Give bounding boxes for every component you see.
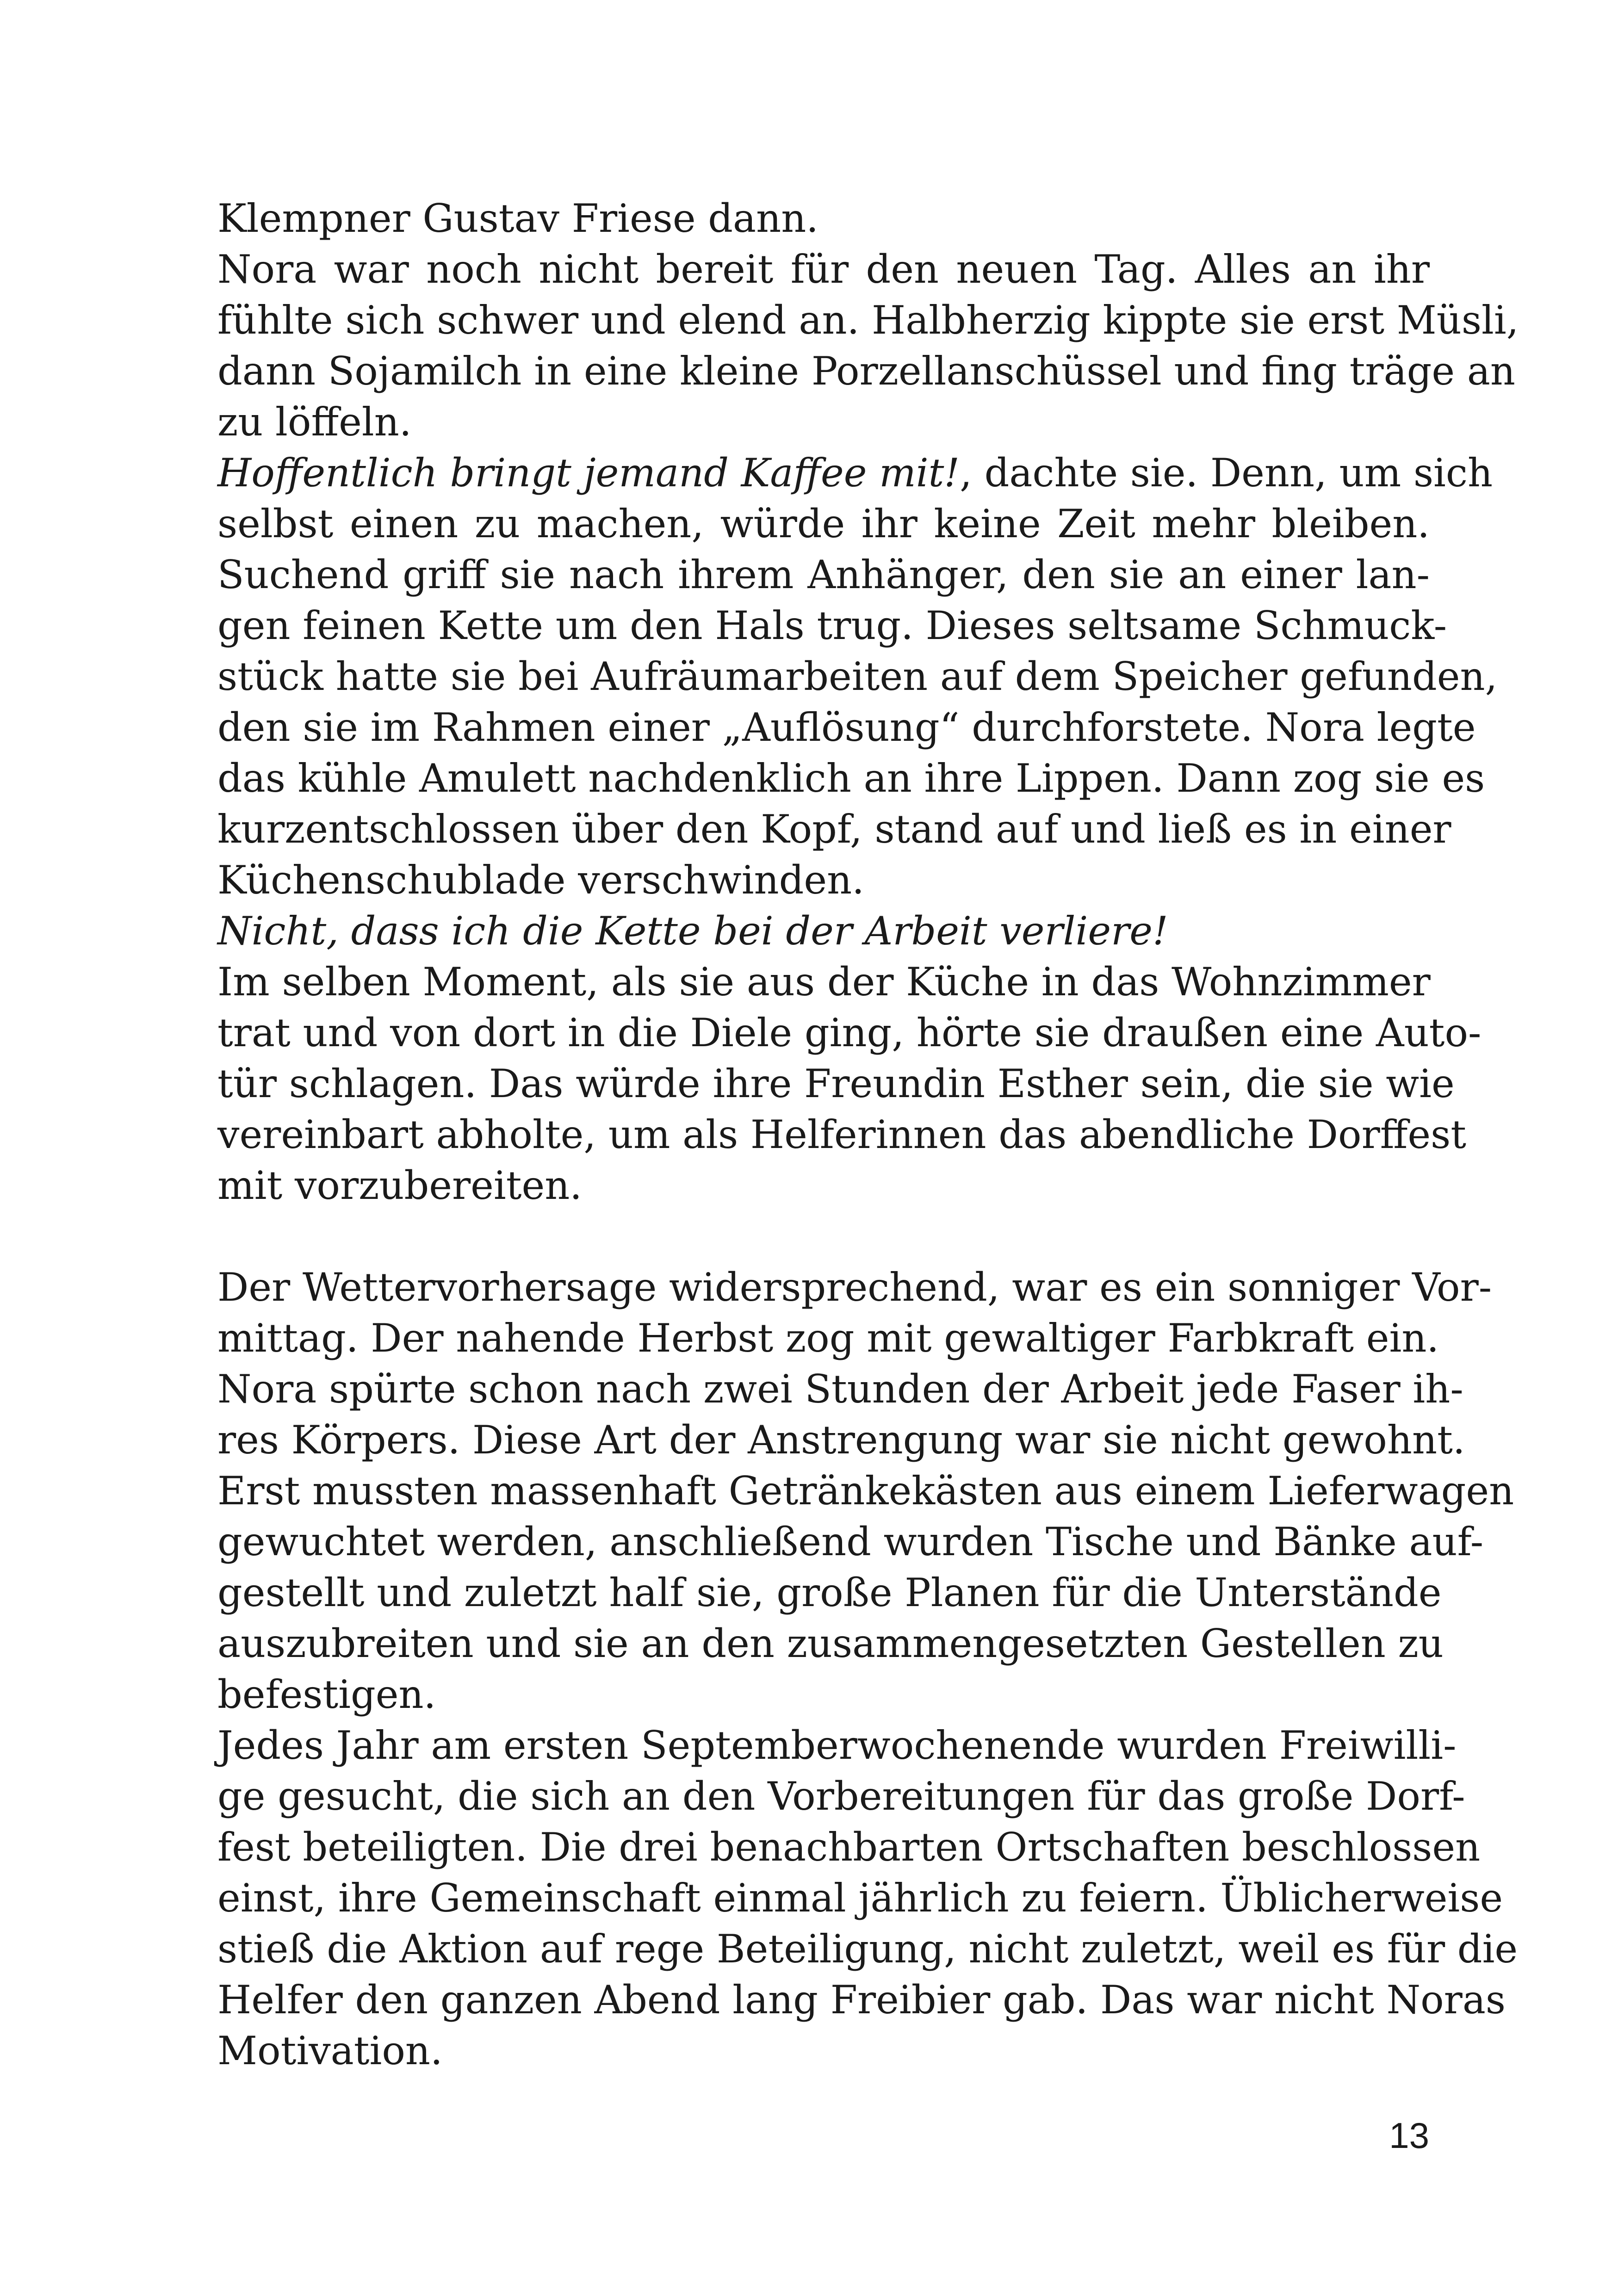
text-line: tür schlagen. Das würde ihre Freundin Esther sein, die sie wie: [217, 1061, 1455, 1106]
text-line: befestigen.: [217, 1672, 436, 1717]
text-line: Helfer den ganzen Abend lang Freibier gab. Das war nicht Noras: [217, 1977, 1506, 2023]
text-line: Erst mussten massenhaft Getränkekästen aus einem Lieferwagen: [217, 1468, 1514, 1514]
text-line: fühlte sich schwer und elend an. Halbherzig kippte sie erst Müsli,: [217, 298, 1519, 343]
text-line: Suchend griff sie nach ihrem Anhänger, den sie an einer lan-: [217, 552, 1430, 597]
text-line: Nora spürte schon nach zwei Stunden der Arbeit jede Faser ih-: [217, 1366, 1463, 1412]
text-line: mit vorzubereiten.: [217, 1163, 582, 1208]
italic-thought: Hoffentlich bringt jemand Kaffee mit!: [217, 450, 960, 496]
text-line: trat und von dort in die Diele ging, hörte sie draußen eine Auto-: [217, 1010, 1482, 1055]
text-line: fest beteiligten. Die drei benachbarten Ortschaften beschlossen: [217, 1824, 1481, 1870]
text-line: gen feinen Kette um den Hals trug. Dieses seltsame Schmuck-: [217, 603, 1447, 648]
text-line: den sie im Rahmen einer „Auflösung“ durchforstete. Nora legte: [217, 705, 1476, 750]
book-page: [217, 0, 1519, 2296]
text-line: vereinbart abholte, um als Helferinnen das abendliche Dorffest: [217, 1112, 1466, 1157]
text-line: Nora war noch nicht bereit für den neuen Tag. Alles an ihr: [217, 247, 1430, 292]
text-line: stück hatte sie bei Aufräumarbeiten auf dem Speicher gefunden,: [217, 654, 1498, 699]
text-line: selbst einen zu machen, würde ihr keine Zeit mehr bleiben.: [217, 501, 1430, 546]
text-line: Klempner Gustav Friese dann.: [217, 196, 819, 241]
text-line: ge gesucht, die sich an den Vorbereitungen für das große Dorf-: [217, 1774, 1465, 1819]
text-line: gewuchtet werden, anschließend wurden Tische und Bänke auf-: [217, 1519, 1484, 1564]
page-number: 13: [1389, 2115, 1429, 2156]
text-line: mittag. Der nahende Herbst zog mit gewaltiger Farbkraft ein.: [217, 1316, 1439, 1361]
text-line: gestellt und zuletzt half sie, große Planen für die Unterstände: [217, 1570, 1442, 1615]
text-line: res Körpers. Diese Art der Anstrengung war sie nicht gewohnt.: [217, 1417, 1465, 1463]
text-run: , dachte sie. Denn, um sich: [960, 450, 1493, 496]
text-line: auszubreiten und sie an den zusammengesetzten Gestellen zu: [217, 1621, 1444, 1666]
text-line: Küchenschublade verschwinden.: [217, 857, 864, 903]
text-line: kurzentschlossen über den Kopf, stand auf und ließ es in einer: [217, 807, 1451, 852]
text-line: einst, ihre Gemeinschaft einmal jährlich zu feiern. Üblicherweise: [217, 1875, 1503, 1921]
text-line: dann Sojamilch in eine kleine Porzellanschüssel und fing träge an: [217, 348, 1516, 394]
text-line: Motivation.: [217, 2028, 443, 2073]
text-line: das kühle Amulett nachdenklich an ihre Lippen. Dann zog sie es: [217, 756, 1485, 801]
text-line: Im selben Moment, als sie aus der Küche in das Wohnzimmer: [217, 959, 1431, 1005]
italic-thought: Nicht, dass ich die Kette bei der Arbeit verliere!: [217, 908, 1168, 954]
text-line: stieß die Aktion auf rege Beteiligung, nicht zuletzt, weil es für die: [217, 1926, 1518, 1972]
text-line: zu löffeln.: [217, 399, 412, 445]
text-line: Jedes Jahr am ersten Septemberwochenende wurden Freiwilli-: [217, 1723, 1457, 1768]
text-line-mixed: [217, 449, 1493, 504]
text-line: Der Wettervorhersage widersprechend, war es ein sonniger Vor-: [217, 1265, 1492, 1310]
